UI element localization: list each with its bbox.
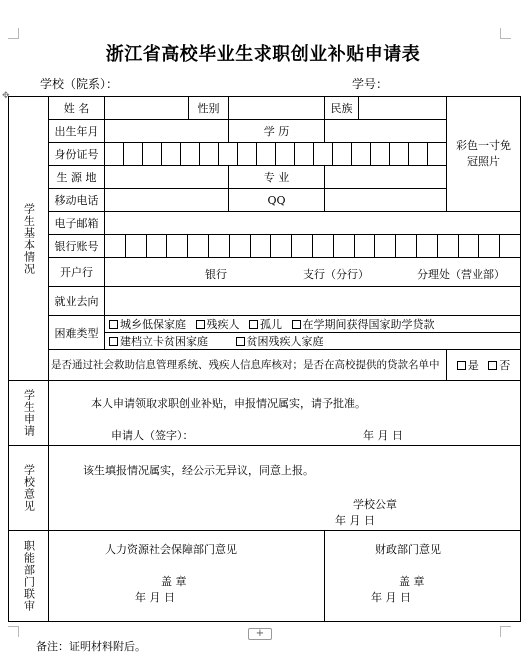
school-statement: 该生填报情况属实，经公示无异议，同意上报。 [83, 464, 314, 477]
applicant-signature-label: 申请人（签字）： [111, 429, 194, 442]
qq-label: QQ [229, 189, 325, 212]
hardship-label: 困难类型 [49, 316, 105, 350]
corner-mark [500, 28, 511, 39]
school-label: 学校（院系）： [40, 77, 119, 91]
birth-label: 出生年月 [49, 120, 105, 143]
ethnicity-field[interactable] [359, 97, 447, 120]
hr-opinion-label: 人力资源社会保障部门意见 [105, 543, 237, 556]
mobile-field[interactable] [105, 189, 229, 212]
option-orphan[interactable]: 孤儿 [249, 318, 282, 331]
checkbox-icon [109, 320, 118, 329]
employment-field[interactable] [105, 287, 521, 316]
finance-date: 年 月 日 [371, 591, 411, 604]
qq-field[interactable] [325, 189, 447, 212]
finance-seal-label: 盖 章 [399, 575, 425, 588]
corner-mark [8, 28, 19, 39]
ethnicity-label: 民族 [325, 97, 359, 120]
finance-opinion-label: 财政部门意见 [375, 543, 441, 556]
verify-question: 是否通过社会救助信息管理系统、残疾人信息库核对；是否在高校提供的贷款名单中 [49, 350, 447, 381]
option-poverty-registered[interactable]: 建档立卡贫困家庭 [109, 335, 208, 348]
origin-label: 生 源 地 [49, 166, 105, 189]
section-school-opinion: 学校意见 [9, 446, 49, 531]
document-title: 浙江省高校毕业生求职创业补贴申请表 [105, 44, 421, 65]
bank-label: 开户行 [49, 258, 105, 287]
apply-date: 年 月 日 [363, 429, 403, 442]
checkbox-icon [196, 320, 205, 329]
branch-suffix: 支行（分行） [303, 268, 369, 281]
hardship-options-row-1 [105, 316, 521, 333]
photo-box[interactable]: 彩色一寸免冠照片 [447, 97, 521, 212]
bank-suffix: 银行 [205, 268, 227, 281]
hr-date: 年 月 日 [135, 591, 175, 604]
corner-mark [500, 626, 511, 637]
option-poor-disabled-family[interactable]: 贫困残疾人家庭 [236, 335, 324, 348]
gender-label: 性别 [189, 97, 229, 120]
checkbox-icon [236, 337, 245, 346]
origin-field[interactable] [105, 166, 229, 189]
checkbox-icon [292, 320, 301, 329]
section-basic-info: 学生基本情况 [9, 97, 49, 381]
bank-account-digit-boxes [105, 235, 520, 257]
email-field[interactable] [105, 212, 521, 235]
section-department-review: 职能部门联审 [9, 531, 49, 622]
sub-branch-suffix: 分理处（营业部） [417, 268, 505, 281]
bank-account-field[interactable] [105, 235, 521, 258]
name-field[interactable] [105, 97, 189, 120]
school-block [49, 446, 521, 531]
apply-block [49, 381, 521, 446]
option-low-income[interactable]: 城乡低保家庭 [109, 318, 186, 331]
option-disabled[interactable]: 残疾人 [196, 318, 240, 331]
checkbox-icon [249, 320, 258, 329]
hardship-options-row-2 [105, 333, 521, 350]
option-student-loan[interactable]: 在学期间获得国家助学贷款 [292, 318, 435, 331]
name-label: 姓 名 [49, 97, 105, 120]
education-field[interactable] [325, 120, 447, 143]
id-number-field[interactable] [105, 143, 447, 166]
id-number-label: 身份证号 [49, 143, 105, 166]
finance-opinion-block [325, 531, 521, 622]
email-label: 电子邮箱 [49, 212, 105, 235]
corner-mark [8, 626, 19, 637]
verify-no[interactable]: 否 [488, 359, 510, 372]
verify-yes[interactable]: 是 [457, 359, 479, 372]
student-id-label: 学号： [352, 77, 389, 91]
table-move-handle-icon[interactable]: ✥ [2, 91, 10, 101]
hr-seal-label: 盖 章 [161, 575, 187, 588]
school-date: 年 月 日 [335, 514, 375, 527]
add-row-button[interactable]: + [248, 628, 272, 640]
application-form-table [8, 96, 521, 622]
major-label: 专 业 [229, 166, 325, 189]
bank-field[interactable] [105, 258, 521, 287]
mobile-label: 移动电话 [49, 189, 105, 212]
checkbox-icon [457, 361, 466, 370]
education-label: 学 历 [229, 120, 325, 143]
id-number-digit-boxes [105, 143, 446, 165]
bank-account-label: 银行账号 [49, 235, 105, 258]
section-student-apply: 学生申请 [9, 381, 49, 446]
employment-label: 就业去向 [49, 287, 105, 316]
footnote: 备注：证明材料附后。 [36, 640, 146, 653]
checkbox-icon [488, 361, 497, 370]
school-seal-label: 学校公章 [353, 498, 397, 511]
birth-field[interactable] [105, 120, 229, 143]
gender-field[interactable] [229, 97, 325, 120]
checkbox-icon [109, 337, 118, 346]
apply-statement: 本人申请领取求职创业补贴，申报情况属实，请予批准。 [91, 397, 366, 410]
hr-opinion-block [49, 531, 325, 622]
major-field[interactable] [325, 166, 447, 189]
verify-answer [447, 350, 521, 381]
